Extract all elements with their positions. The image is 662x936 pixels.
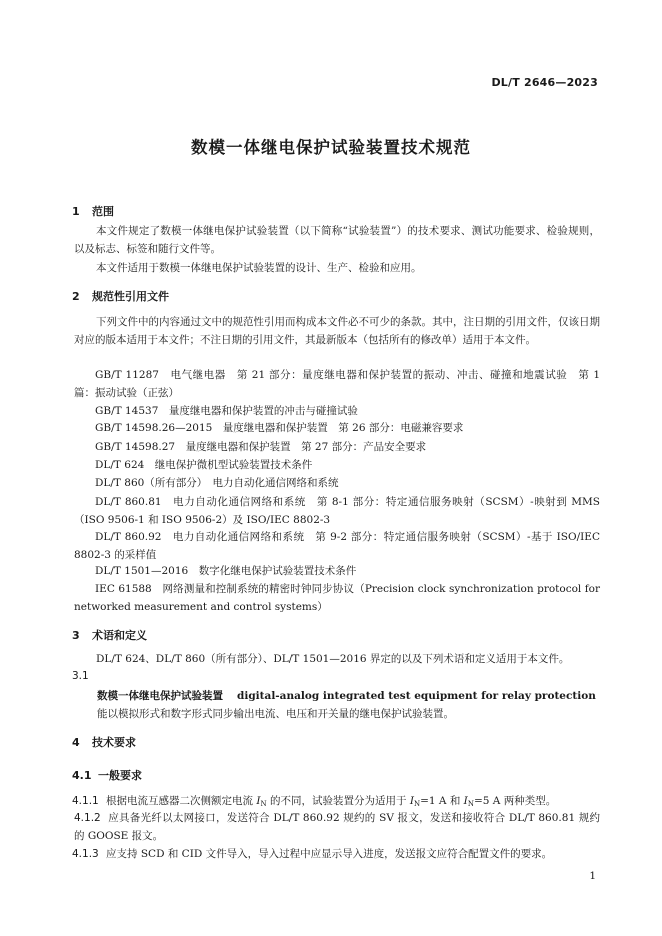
clause-4-1-2: 4.1.2 应具备光纤以太网接口，发送符合 DL/T 860.92 规约的 SV 报文，发送和接收符合 DL/T 860.81 规约的 GOOSE 报文。 [74, 809, 600, 845]
clause-number: 4.1.2 [74, 812, 101, 824]
term-english: digital-analog integrated test equipment for relay protection [237, 690, 596, 702]
reference-item: GB/T 14537 量度继电器和保护装置的冲击与碰撞试验 [95, 405, 358, 417]
clause-number: 4.1.3 [72, 848, 99, 860]
reference-item: DL/T 860.92 电力自动化通信网络和系统 第 9-2 部分：特定通信服务映射（SCSM）-基于 ISO/IEC 8802-3 的采样值 [74, 531, 600, 561]
term-number: 3.1 [72, 670, 89, 682]
clause-4-1-1: 4.1.1 根据电流互感器二次侧额定电流 $I_N$ 的不同，试验装置分为适用于 $I_N=1$ A 和 $I_N=5$ A 两种类型。 [72, 795, 557, 808]
reference-item: GB/T 11287 电气继电器 第 21 部分：量度继电器和保护装置的振动、冲击、碰撞和地震试验 第 1 篇：振动试验（正弦） [74, 369, 600, 399]
variable-i: I [256, 795, 261, 807]
section-3-intro: DL/T 624、DL/T 860（所有部分）、DL/T 1501—2016 界定的以及下列术语和定义适用于本文件。 [96, 653, 570, 665]
section-title: 规范性引用文件 [92, 290, 169, 303]
section-1-paragraph-2: 本文件适用于数模一体继电保护试验装置的设计、生产、检验和应用。 [96, 262, 422, 274]
section-2-heading [72, 288, 169, 304]
document-title: 数模一体继电保护试验装置技术规范 [191, 138, 471, 157]
section-title: 范围 [92, 205, 114, 218]
reference-item: DL/T 860.81 电力自动化通信网络和系统 第 8-1 部分：特定通信服务映射（SCSM）-映射到 MMS（ISO 9506-1 和 ISO 9506-2）及 ISO/IEC 8802-3 [74, 496, 600, 526]
section-title: 术语和定义 [92, 629, 147, 642]
section-number: 4 [72, 736, 80, 749]
subsection-number: 4.1 [72, 769, 92, 782]
section-number: 2 [72, 290, 80, 303]
section-number: 3 [72, 629, 80, 642]
section-number: 1 [72, 205, 80, 218]
term-chinese: 数模一体继电保护试验装置 [97, 690, 223, 702]
standard-number: DL/T 2646—2023 [491, 76, 598, 89]
subsection-title: 一般要求 [98, 769, 142, 782]
section-4-heading [72, 734, 136, 750]
clause-number: 4.1.1 [72, 795, 99, 807]
reference-item: GB/T 14598.26—2015 量度继电器和保护装置 第 26 部分：电磁兼容要求 [95, 422, 464, 434]
term-entry [97, 688, 596, 703]
section-3-heading [72, 627, 147, 643]
reference-item: DL/T 624 继电保护微机型试验装置技术条件 [95, 459, 313, 471]
reference-item: IEC 61588 网络测量和控制系统的精密时钟同步协议（Precision clock synchronization protocol for networked measurement and control systems） [74, 583, 600, 613]
section-title: 技术要求 [92, 736, 136, 749]
page-number: 1 [589, 870, 596, 882]
section-1-paragraph-1: 本文件规定了数模一体继电保护试验装置（以下简称“试验装置”）的技术要求、测试功能要求、检验规则，以及标志、标签和随行文件等。 [74, 225, 600, 255]
term-definition: 能以模拟形式和数字形式同步输出电流、电压和开关量的继电保护试验装置。 [97, 708, 454, 720]
subsection-4-1-heading [72, 767, 142, 783]
reference-item: DL/T 860（所有部分） 电力自动化通信网络和系统 [95, 477, 339, 489]
section-1-heading [72, 203, 114, 219]
reference-item: DL/T 1501—2016 数字化继电保护试验装置技术条件 [95, 565, 357, 577]
reference-item: GB/T 14598.27 量度继电器和保护装置 第 27 部分：产品安全要求 [95, 441, 427, 453]
section-2-intro: 下列文件中的内容通过文中的规范性引用而构成本文件必不可少的条款。其中，注日期的引用文件，仅该日期对应的版本适用于本文件；不注日期的引用文件，其最新版本（包括所有的修改单）适用于本文件。 [74, 316, 600, 346]
clause-4-1-3: 4.1.3 应支持 SCD 和 CID 文件导入，导入过程中应显示导入进度，发送报文应符合配置文件的要求。 [72, 848, 553, 860]
